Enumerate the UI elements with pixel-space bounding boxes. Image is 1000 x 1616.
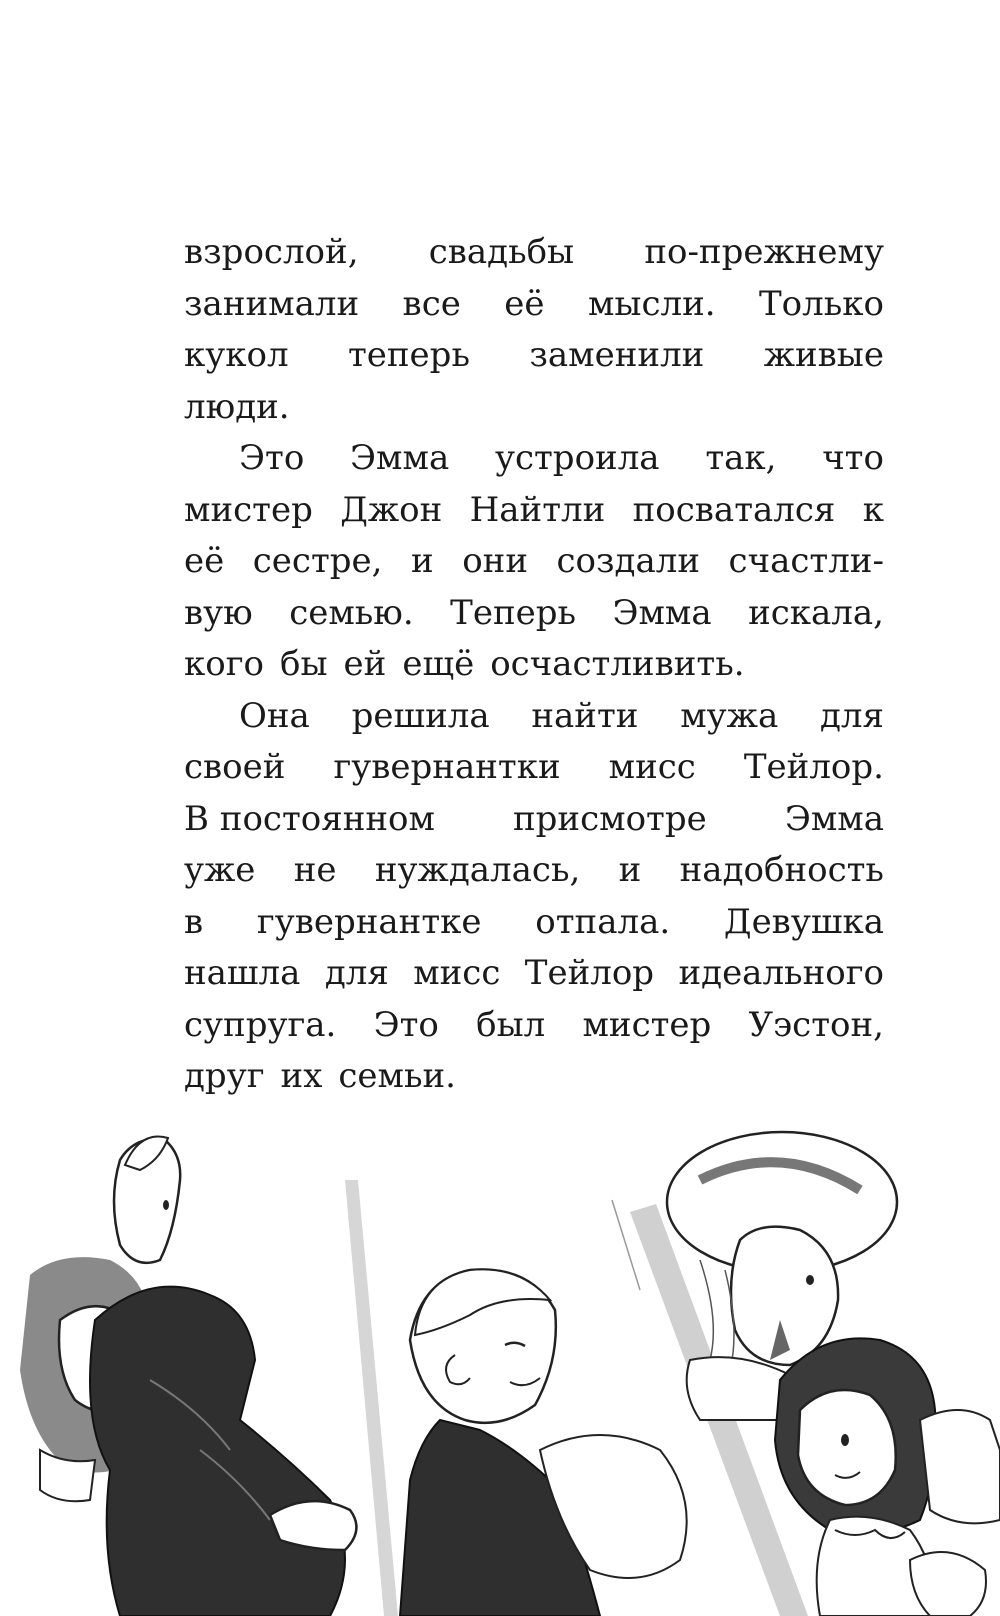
text-line (184, 794, 884, 846)
word: создали (556, 541, 701, 581)
word: Тейлор (524, 953, 655, 993)
text-line (184, 742, 884, 794)
word: надобность (679, 850, 884, 890)
word: по-прежнему (644, 232, 884, 272)
word: устроила (494, 438, 660, 478)
word: мисс (413, 953, 501, 993)
word: к (862, 489, 884, 530)
pillar-shape (345, 1180, 398, 1616)
text-line (184, 1051, 884, 1103)
word: гувернантке (256, 901, 482, 942)
word: мисс (608, 747, 696, 787)
word: теперь (347, 335, 470, 375)
word: посватался (632, 489, 836, 530)
word: Джон (340, 489, 443, 530)
word: сестре, (252, 541, 383, 581)
word: все (402, 283, 461, 324)
word: Девушка (723, 901, 884, 942)
word: в (184, 901, 204, 942)
text-line (184, 279, 884, 331)
word: Эмма (784, 798, 884, 839)
word: их (280, 1056, 323, 1096)
word: ей (343, 644, 387, 684)
text-line (184, 433, 884, 485)
word: был (476, 1004, 546, 1045)
word: Эмма (350, 438, 450, 478)
word: нашла (184, 953, 301, 993)
word: мужа (680, 695, 779, 736)
word: Теперь (450, 592, 577, 633)
word: что (822, 438, 884, 478)
word: её (184, 541, 225, 581)
word: гувернантки (333, 747, 561, 787)
word: друг (184, 1056, 265, 1096)
word: Только (759, 283, 884, 324)
word: отпала. (535, 901, 671, 942)
word: бы (280, 644, 328, 684)
word: присмотре (513, 798, 707, 839)
word: уже (184, 850, 256, 890)
text-line (184, 691, 884, 743)
word: нуждалась, (374, 850, 581, 890)
word: Это (239, 438, 305, 478)
word: заменили (529, 335, 705, 375)
body-text (184, 227, 884, 1103)
text-line (184, 588, 884, 640)
word: мысли. (587, 283, 716, 324)
word: найти (531, 695, 639, 736)
word: взрослой, (184, 232, 359, 272)
text-line (184, 948, 884, 1000)
word: решила (351, 695, 490, 736)
word: и (411, 541, 434, 581)
word: счастли- (728, 541, 884, 581)
word: Она (239, 695, 310, 736)
word: кого (184, 644, 265, 684)
text-line (184, 639, 884, 691)
word: не (293, 850, 337, 890)
word: Уэстон, (748, 1004, 884, 1045)
word: кукол (184, 335, 289, 375)
word: занимали (184, 283, 360, 324)
word: семьи. (338, 1056, 456, 1096)
word: мистер (582, 1004, 712, 1045)
text-line (184, 536, 884, 588)
people-scene-illustration-icon (0, 1120, 1000, 1616)
word: для (324, 953, 389, 993)
word: идеального (678, 953, 884, 993)
word: люди. (184, 386, 290, 427)
word: мистер (184, 489, 313, 530)
text-line (184, 485, 884, 537)
word: они (462, 541, 528, 581)
text-line (184, 382, 884, 434)
word: вую (184, 592, 253, 633)
word: свадьбы (428, 232, 575, 272)
word: искала, (748, 592, 884, 633)
text-line (184, 897, 884, 949)
word: Это (373, 1004, 439, 1045)
text-line (184, 227, 884, 279)
word: для (819, 695, 884, 736)
word: супруга. (184, 1004, 337, 1045)
word: ещё (402, 644, 475, 684)
word: так, (705, 438, 777, 478)
word: и (618, 850, 642, 890)
word: Найтли (469, 489, 606, 530)
text-line (184, 845, 884, 897)
text-line (184, 1000, 884, 1052)
word: живые (763, 335, 884, 375)
word: В постоянном (184, 798, 435, 839)
word: её (504, 283, 545, 324)
word: Тейлор. (743, 747, 884, 787)
text-line (184, 330, 884, 382)
word: семью. (289, 592, 414, 633)
word: своей (184, 747, 286, 787)
word: Эмма (612, 592, 712, 633)
word: осчастливить. (490, 644, 745, 684)
